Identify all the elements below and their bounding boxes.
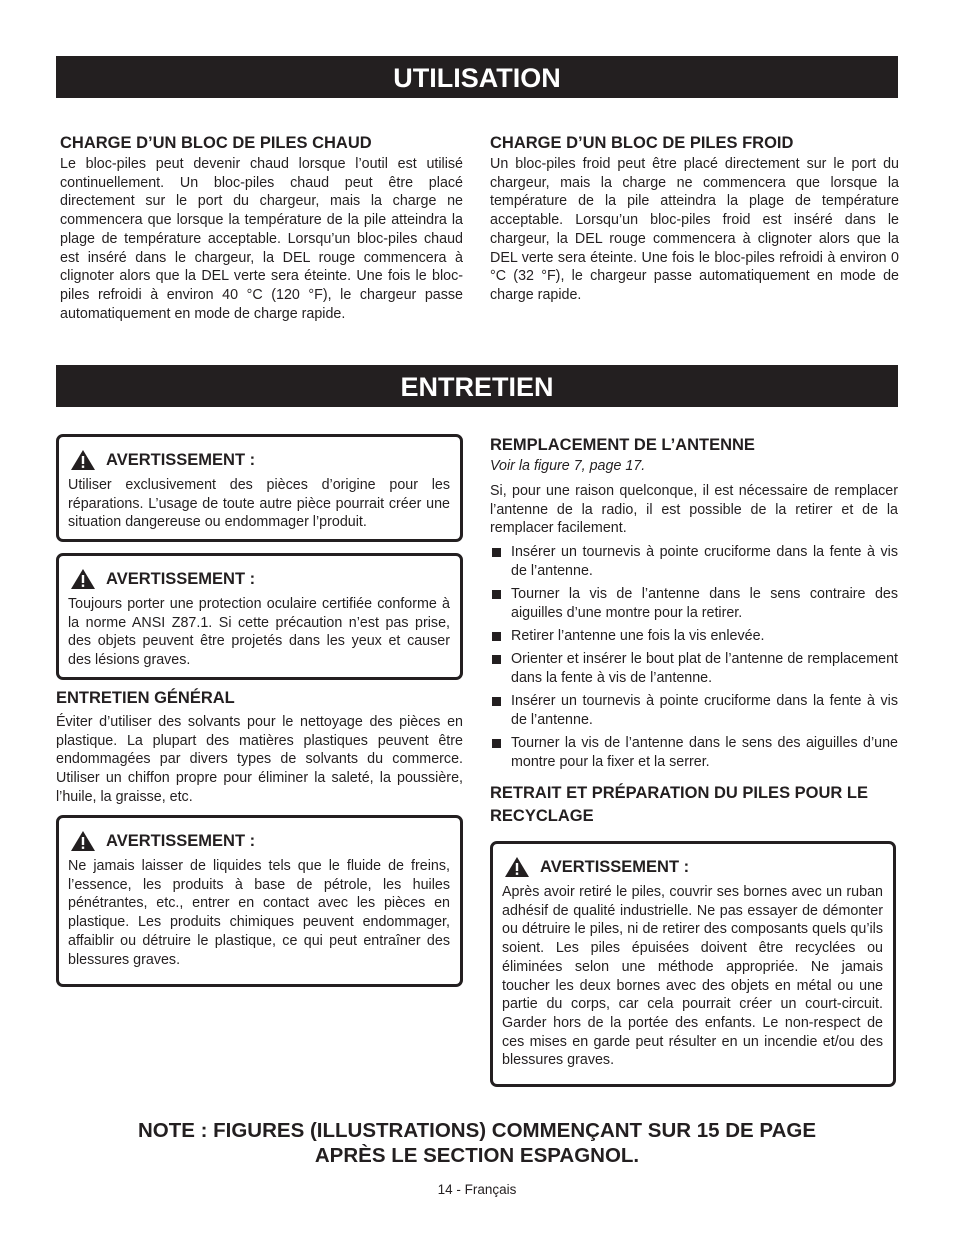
list-item <box>490 650 898 687</box>
warning-box-liquids <box>56 815 463 987</box>
warning-text: Toujours porter une protection oculaire certifiée conforme à la norme ANSI Z87.1. Si cette précaution n’est pas prise, des objets peuvent être projetés dans les yeux et causer des lésions graves. <box>68 596 450 669</box>
general-maintenance-text: Éviter d’utiliser des solvants pour le nettoyage des pièces en plastique. La plupart des matières plastiques peuvent être endommagées par divers types de solvants du commerce. Utiliser un chiffon propre pour éliminer la saleté, la poussière, l’huile, la graisse, etc. <box>56 714 463 805</box>
step-text: Insérer un tournevis à pointe cruciforme dans la fente à vis de l’antenne. <box>511 544 898 579</box>
warning-box-original-parts <box>56 434 463 542</box>
bullet-square-icon <box>492 739 501 748</box>
cold-battery-heading: CHARGE D’UN BLOC DE PILES FROID <box>490 134 794 152</box>
general-maintenance-heading: ENTRETIEN GÉNÉRAL <box>56 689 235 707</box>
list-item <box>490 585 898 622</box>
bullet-square-icon <box>492 590 501 599</box>
warning-label: AVERTISSEMENT : <box>106 831 256 850</box>
warning-triangle-icon <box>504 856 530 878</box>
warning-triangle-icon <box>70 568 96 590</box>
bullet-square-icon <box>492 632 501 641</box>
warning-label: AVERTISSEMENT : <box>106 450 256 469</box>
cold-battery-text: Un bloc-piles froid peut être placé directement sur le port du chargeur, mais la charge ne commencera que lorsque la température de la pile atteindra la plage de température acceptable. Lorsqu’un bloc-piles froid est inséré dans le chargeur, la DEL rouge commencera à clignoter alors que la DEL verte sera éteinte. Une fois le bloc-piles refroidi à environ 0 °C (32 °F), le chargeur passe automatiquement en mode de charge rapide. <box>490 156 899 303</box>
warning-triangle-icon <box>70 449 96 471</box>
figures-note <box>56 1118 898 1168</box>
warning-label: AVERTISSEMENT : <box>106 569 256 588</box>
entretien-banner: ENTRETIEN <box>56 365 898 407</box>
hot-battery-section <box>60 132 463 323</box>
note-line-2: APRÈS LE SECTION ESPAGNOL. <box>314 1144 640 1167</box>
warning-label: AVERTISSEMENT : <box>540 857 690 876</box>
hot-battery-text: Le bloc-piles peut devenir chaud lorsque l’outil est utilisé continuellement. Un bloc-piles chaud peut être placé directement sur le port du chargeur, mais la charge ne commencera que lorsque la température de la pile atteindra la plage de température acceptable. Lorsqu’un bloc-piles chaud est inséré dans le chargeur, la DEL rouge commencera à clignoter alors que la DEL verte sera éteinte. Une fois le bloc-piles refroidi à environ 40 °C (120 °F), le chargeur passe automatiquement en mode de charge rapide. <box>60 156 463 322</box>
note-line-1: NOTE : FIGURES (ILLUSTRATIONS) COMMENÇANT SUR 15 DE PAGE <box>137 1119 817 1142</box>
step-text: Tourner la vis de l’antenne dans le sens contraire des aiguilles d’une montre pour la retirer. <box>511 586 898 621</box>
hot-battery-heading: CHARGE D’UN BLOC DE PILES CHAUD <box>60 134 372 152</box>
warning-header <box>70 568 450 590</box>
warning-box-eye-protection <box>56 553 463 680</box>
warning-header <box>70 449 450 471</box>
warning-text: Utiliser exclusivement des pièces d’origine pour les réparations. L’usage de toute autre pièce pourrait créer une situation dangereuse ou endommager l’produit. <box>68 477 450 531</box>
warning-header <box>70 830 450 852</box>
figure-reference: Voir la figure 7, page 17. <box>490 458 646 474</box>
bullet-square-icon <box>492 548 501 557</box>
step-text: Insérer un tournevis à pointe cruciforme dans la fente à vis de l’antenne. <box>511 693 898 728</box>
warning-text: Après avoir retiré le piles, couvrir ses bornes avec un ruban adhésif de qualité industrielle. Ne pas essayer de démonter ou détruire le piles, ni de retirer des composants quels qu’ils soient. Les piles épuisées doivent être recyclées ou éliminées selon une méthode appropriée. Ne jamais toucher les deux bornes avec des objets en métal ou une partie du corps, car cela pourrait créer un court-circuit. Garder hors de la portée des enfants. Le non-respect de ces mises en garde peut résulter en un incendie et/ou des blessures graves. <box>502 884 883 1069</box>
antenna-replacement-section <box>490 434 898 776</box>
warning-triangle-icon <box>70 830 96 852</box>
page-number: 14 - Français <box>437 1182 517 1197</box>
list-item <box>490 692 898 729</box>
list-item <box>490 627 898 646</box>
recycling-section <box>490 782 898 828</box>
step-text: Orienter et insérer le bout plat de l’antenne de remplacement dans la fente à vis de l’antenne. <box>511 651 898 686</box>
step-text: Tourner la vis de l’antenne dans le sens des aiguilles d’une montre pour la fixer et la serrer. <box>511 734 898 770</box>
list-item <box>490 734 898 771</box>
bullet-square-icon <box>492 697 501 706</box>
bullet-square-icon <box>492 655 501 664</box>
recycling-heading: RETRAIT ET PRÉPARATION DU PILES POUR LE RECYCLAGE <box>490 784 868 825</box>
utilisation-banner: UTILISATION <box>56 56 898 98</box>
antenna-steps-list <box>490 543 898 771</box>
list-item <box>490 543 898 580</box>
antenna-intro: Si, pour une raison quelconque, il est nécessaire de remplacer l’antenne de la radio, il est possible de la retirer et de la remplacer facilement. <box>490 483 898 537</box>
warning-box-recycling <box>490 841 896 1087</box>
step-text: Retirer l’antenne une fois la vis enlevée. <box>511 627 765 644</box>
antenna-heading: REMPLACEMENT DE L’ANTENNE <box>490 436 755 454</box>
warning-text: Ne jamais laisser de liquides tels que le fluide de freins, l’essence, les produits à base de pétrole, les huiles pénétrantes, etc., entrer en contact avec les pièces en plastique. Les produits chimiques peuvent endommager, affaiblir ou détruire le plastique, ce qui peut entraîner des blessures graves. <box>68 858 450 968</box>
general-maintenance-section <box>56 687 463 807</box>
cold-battery-section <box>490 132 899 305</box>
warning-header <box>504 856 883 878</box>
